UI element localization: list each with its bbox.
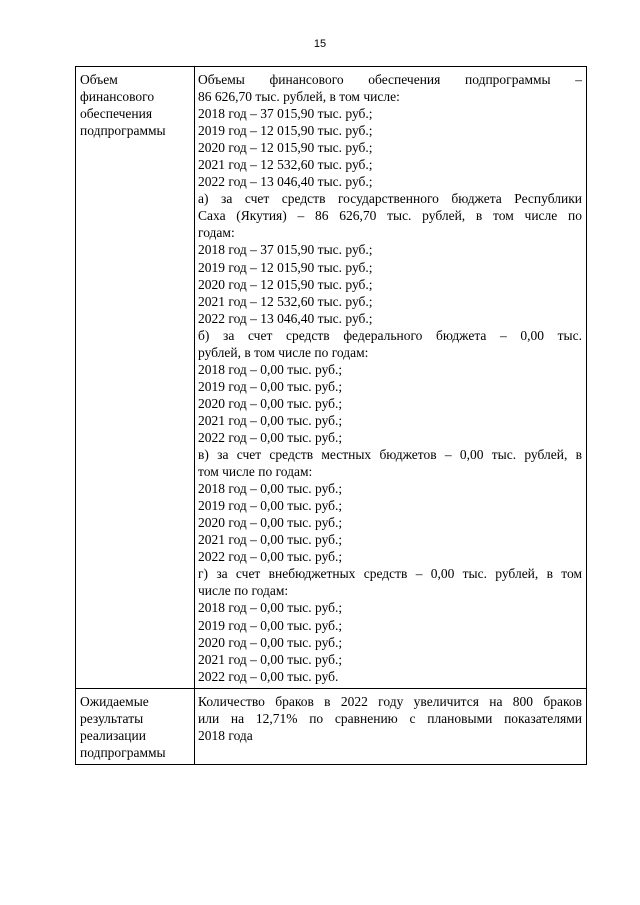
content-line: рублей, в том числе по годам: [198, 344, 369, 360]
content-line: 2022 год – 0,00 тыс. руб.; [198, 549, 343, 565]
label-line: результаты [80, 710, 144, 726]
table-row [76, 688, 587, 764]
content-line: 2019 год – 12 015,90 тыс. руб.; [198, 259, 373, 275]
label-line: финансового [80, 89, 155, 105]
content-line: 2020 год – 12 015,90 тыс. руб.; [198, 276, 373, 292]
content-line: 2022 год – 13 046,40 тыс. руб.; [198, 310, 373, 326]
content-line: 2018 года [198, 727, 253, 743]
content-line: 2019 год – 0,00 тыс. руб.; [198, 498, 343, 514]
label-line: подпрограммы [80, 123, 166, 139]
content-line: 86 626,70 тыс. рублей, в том числе: [198, 89, 400, 105]
content-line: 2022 год – 13 046,40 тыс. руб.; [198, 174, 373, 190]
content-line: Саха (Якутия) – 86 626,70 тыс. рублей, в том числе по [198, 208, 582, 224]
label-line: реализации [80, 727, 146, 743]
content-line: г) за счет внебюджетных средств – 0,00 тыс. рублей, в том [198, 566, 582, 582]
content-line: 2021 год – 12 532,60 тыс. руб.; [198, 157, 373, 173]
content-line: 2018 год – 37 015,90 тыс. руб.; [198, 106, 373, 122]
content-line: 2020 год – 12 015,90 тыс. руб.; [198, 140, 373, 156]
content-line: 2019 год – 0,00 тыс. руб.; [198, 617, 343, 633]
content-line: годам: [198, 225, 235, 241]
content-line: 2018 год – 37 015,90 тыс. руб.; [198, 242, 373, 258]
content-line: 2021 год – 0,00 тыс. руб.; [198, 651, 343, 667]
label-line: подпрограммы [80, 744, 166, 760]
row-label-cell [76, 688, 195, 764]
content-line: 2020 год – 0,00 тыс. руб.; [198, 395, 343, 411]
content-line: 2018 год – 0,00 тыс. руб.; [198, 481, 343, 497]
content-line: Объемы финансового обеспечения подпрограммы – [198, 72, 582, 87]
row-label-cell [76, 67, 195, 689]
content-line: 2022 год – 0,00 тыс. руб. [198, 668, 339, 684]
content-line: 2018 год – 0,00 тыс. руб.; [198, 361, 343, 377]
row-content-cell [195, 67, 587, 689]
content-line: в) за счет средств местных бюджетов – 0,00 тыс. рублей, в [198, 447, 582, 463]
label-line: обеспечения [80, 106, 153, 122]
content-line: 2020 год – 0,00 тыс. руб.; [198, 515, 343, 531]
content-line: 2022 год – 0,00 тыс. руб.; [198, 429, 343, 445]
content-line: 2019 год – 0,00 тыс. руб.; [198, 378, 343, 394]
content-line: числе по годам: [198, 583, 289, 599]
content-line: 2019 год – 12 015,90 тыс. руб.; [198, 123, 373, 139]
table-row [76, 67, 587, 689]
content-line: 2021 год – 0,00 тыс. руб.; [198, 532, 343, 548]
content-line: 2018 год – 0,00 тыс. руб.; [198, 600, 343, 616]
label-line: Ожидаемые [80, 693, 149, 709]
passport-table [75, 66, 587, 765]
content-line: 2021 год – 12 532,60 тыс. руб.; [198, 293, 373, 309]
page-number: 15 [313, 38, 327, 50]
content-line: а) за счет средств государственного бюджета Республики [198, 191, 582, 207]
content-line: том числе по годам: [198, 464, 313, 480]
content-line: б) за счет средств федерального бюджета – 0,00 тыс. [198, 327, 582, 343]
content-line: или на 12,71% по сравнению с плановыми показателями [198, 710, 582, 726]
label-line: Объем [80, 72, 118, 87]
content-line: 2020 год – 0,00 тыс. руб.; [198, 634, 343, 650]
row-content-cell [195, 688, 587, 764]
content-line: 2021 год – 0,00 тыс. руб.; [198, 412, 343, 428]
content-line: Количество браков в 2022 году увеличится на 800 браков [198, 693, 582, 709]
